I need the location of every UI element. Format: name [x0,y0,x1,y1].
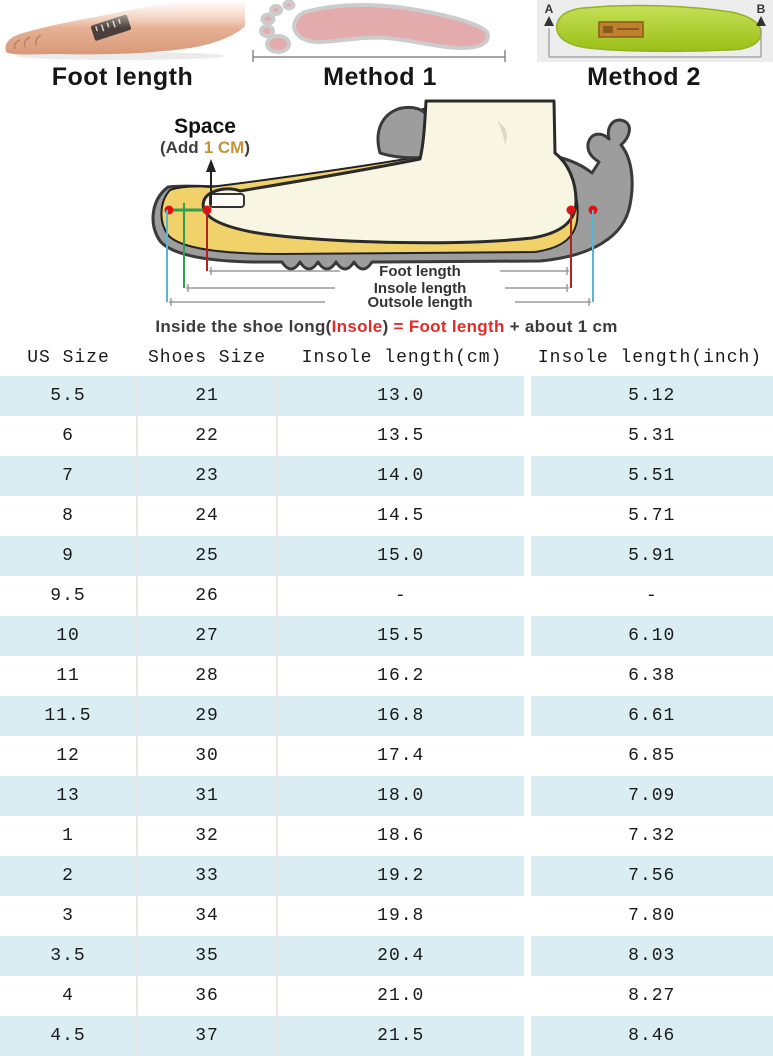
cell-shoes-size: 29 [137,696,277,736]
cell-us-size: 7 [0,456,137,496]
point-a-label: A [544,2,554,16]
table-row [0,536,773,576]
insole-length-measure-label: Insole length [373,280,467,297]
cell-us-size: 4 [0,976,137,1016]
cell-insole-cm: - [277,576,527,616]
cell-insole-inch: 8.46 [527,1016,773,1056]
cell-us-size: 5.5 [0,376,137,416]
cell-insole-inch: 5.71 [527,496,773,536]
foot-length-label: Foot length [51,63,194,91]
cell-us-size: 13 [0,776,137,816]
cell-insole-inch: 5.31 [527,416,773,456]
table-row [0,896,773,936]
table-row [0,856,773,896]
foot-length-panel [0,0,245,95]
cell-shoes-size: 32 [137,816,277,856]
cell-us-size: 3.5 [0,936,137,976]
method1-panel [245,0,515,95]
cell-insole-inch: - [527,576,773,616]
cell-shoes-size: 35 [137,936,277,976]
header-us-size: US Size [0,340,137,376]
table-row [0,376,773,416]
cell-insole-inch: 8.03 [527,936,773,976]
cell-shoes-size: 24 [137,496,277,536]
method2-label: Method 2 [587,63,701,91]
cell-us-size: 1 [0,816,137,856]
cell-insole-inch: 6.10 [527,616,773,656]
size-table-header-row [0,340,773,376]
insole-brand-label [599,22,643,37]
table-row [0,936,773,976]
size-table [0,340,773,1056]
formula-foot-length: Foot length [408,316,505,336]
formula-tail: + about 1 cm [504,316,618,336]
cell-insole-cm: 15.0 [277,536,527,576]
cell-insole-inch: 8.27 [527,976,773,1016]
table-row [0,976,773,1016]
cell-insole-cm: 20.4 [277,936,527,976]
cell-insole-cm: 14.5 [277,496,527,536]
insole-illustration [515,0,773,62]
cell-shoes-size: 36 [137,976,277,1016]
footprint-illustration [245,0,515,62]
cell-insole-inch: 6.38 [527,656,773,696]
foot-length-measure-label: Foot length [379,263,461,280]
outsole-front-point [165,206,174,215]
formula-close: ) [382,316,394,336]
cell-insole-inch: 7.09 [527,776,773,816]
formula-lead: Inside the shoe long( [155,316,332,336]
space-label: Space [174,115,236,138]
table-row [0,696,773,736]
cell-us-size: 8 [0,496,137,536]
cell-insole-inch: 5.12 [527,376,773,416]
table-row [0,776,773,816]
cell-insole-cm: 16.8 [277,696,527,736]
space-arrow-icon [206,159,216,172]
table-row [0,576,773,616]
table-row [0,816,773,856]
outsole-length-measure-label: Outsole length [367,294,473,311]
cell-insole-cm: 13.5 [277,416,527,456]
cell-insole-inch: 7.32 [527,816,773,856]
method2-panel [515,0,773,95]
cell-us-size: 11 [0,656,137,696]
cell-shoes-size: 37 [137,1016,277,1056]
table-row [0,736,773,776]
header-insole-inch: Insole length(inch) [527,340,773,376]
formula-insole: Insole [331,316,383,336]
insole-formula [0,313,773,340]
cell-shoes-size: 25 [137,536,277,576]
cell-us-size: 10 [0,616,137,656]
cell-us-size: 9.5 [0,576,137,616]
space-note: (Add 1 CM) [159,138,251,157]
cell-shoes-size: 22 [137,416,277,456]
formula-equals: = [393,316,409,336]
measuring-methods-row [0,0,773,95]
cell-insole-cm: 13.0 [277,376,527,416]
cell-shoes-size: 30 [137,736,277,776]
point-b-label: B [756,2,766,16]
cell-insole-inch: 6.85 [527,736,773,776]
cell-us-size: 11.5 [0,696,137,736]
shoe-cross-section-diagram [0,95,773,313]
table-row [0,456,773,496]
table-row [0,656,773,696]
cell-insole-inch: 7.56 [527,856,773,896]
method1-label: Method 1 [323,63,437,91]
insole-shape [557,5,761,51]
cell-shoes-size: 28 [137,656,277,696]
table-row [0,416,773,456]
cell-shoes-size: 31 [137,776,277,816]
header-shoes-size: Shoes Size [137,340,277,376]
cell-insole-inch: 5.91 [527,536,773,576]
cell-insole-cm: 17.4 [277,736,527,776]
cell-insole-cm: 15.5 [277,616,527,656]
footprint-shape [261,2,488,53]
toe-shape [210,194,244,207]
cell-us-size: 4.5 [0,1016,137,1056]
cell-insole-cm: 14.0 [277,456,527,496]
size-table-body [0,376,773,1056]
cell-shoes-size: 27 [137,616,277,656]
cell-us-size: 6 [0,416,137,456]
cell-insole-cm: 18.0 [277,776,527,816]
cell-shoes-size: 26 [137,576,277,616]
cell-shoes-size: 21 [137,376,277,416]
cell-us-size: 2 [0,856,137,896]
cell-shoes-size: 23 [137,456,277,496]
cell-us-size: 12 [0,736,137,776]
cell-insole-cm: 16.2 [277,656,527,696]
header-insole-cm: Insole length(cm) [277,340,527,376]
cell-insole-cm: 18.6 [277,816,527,856]
cell-us-size: 9 [0,536,137,576]
cell-us-size: 3 [0,896,137,936]
cell-insole-cm: 19.8 [277,896,527,936]
cell-shoes-size: 34 [137,896,277,936]
cell-insole-cm: 19.2 [277,856,527,896]
photo-fade [0,0,245,28]
table-row [0,496,773,536]
method1-measure-line [253,50,505,62]
cell-shoes-size: 33 [137,856,277,896]
foot-photo-illustration [0,0,245,62]
cell-insole-inch: 7.80 [527,896,773,936]
table-row [0,1016,773,1056]
table-row [0,616,773,656]
cell-insole-inch: 5.51 [527,456,773,496]
cell-insole-cm: 21.5 [277,1016,527,1056]
cell-insole-cm: 21.0 [277,976,527,1016]
cell-insole-inch: 6.61 [527,696,773,736]
